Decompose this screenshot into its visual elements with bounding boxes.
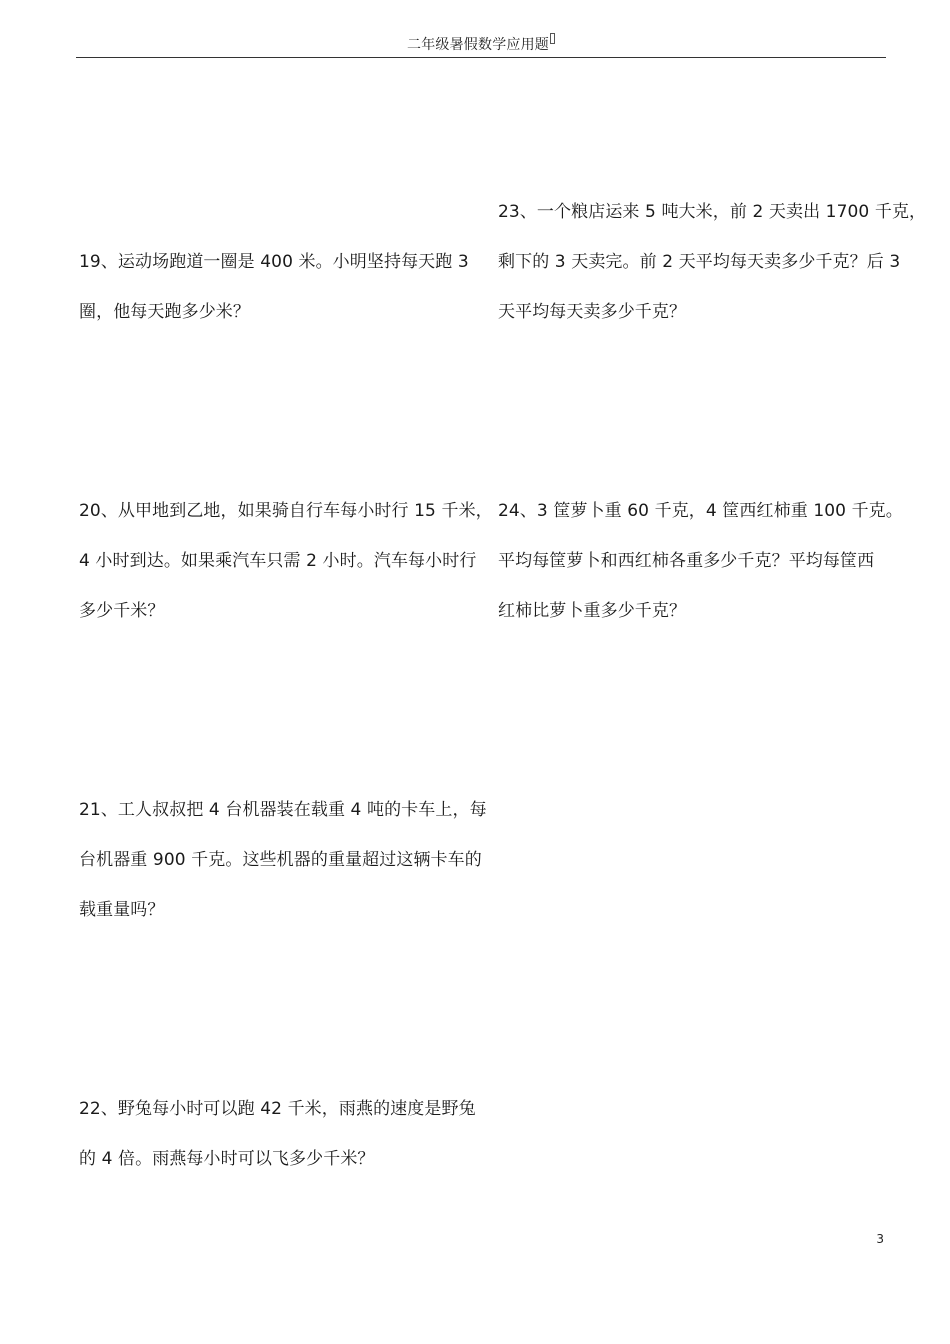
problem-21-line-2: 台机器重 900 千克。这些机器的重量超过这辆卡车的 [79, 850, 482, 870]
problem-21 [79, 785, 487, 935]
page-number: 3 [876, 1232, 884, 1246]
problem-22-line-2: 的 4 倍。雨燕每小时可以飞多少千米？ [79, 1149, 375, 1169]
problem-24-line-1: 24、3 筐萝卜重 60 千克，4 筐西红柿重 100 千克。 [498, 501, 903, 521]
page-header [76, 28, 886, 58]
header-title-row [76, 33, 886, 54]
problem-24-line-3: 红柿比萝卜重多少千克？ [498, 601, 687, 621]
problem-19 [79, 237, 471, 337]
problem-19-line-1: 19、运动场跑道一圈是 400 米。小明坚持每天跑 3 [79, 252, 469, 272]
problem-23-line-3: 天平均每天卖多少千克？ [498, 302, 687, 322]
problem-19-line-2: 圈，他每天跑多少米？ [79, 302, 250, 322]
problem-20-line-1: 20、从甲地到乙地，如果骑自行车每小时行 15 千米， [79, 501, 493, 521]
problem-24 [498, 486, 903, 636]
problem-20-line-2: 4 小时到达。如果乘汽车只需 2 小时。汽车每小时行 [79, 551, 477, 571]
problem-23 [498, 187, 927, 337]
problem-20-line-3: 多少千米？ [79, 601, 165, 621]
problem-23-line-1: 23、一个粮店运来 5 吨大米，前 2 天卖出 1700 千克， [498, 202, 927, 222]
problem-22 [79, 1084, 476, 1184]
problem-21-line-3: 载重量吗？ [79, 900, 165, 920]
problem-24-line-2: 平均每筐萝卜和西红柿各重多少千克？平均每筐西 [498, 551, 875, 571]
problem-22-line-1: 22、野兔每小时可以跑 42 千米，雨燕的速度是野兔 [79, 1099, 476, 1119]
problem-23-line-2: 剩下的 3 天卖完。前 2 天平均每天卖多少千克？后 3 [498, 252, 901, 272]
problem-20 [79, 486, 493, 636]
missing-glyph-icon [550, 33, 555, 44]
problem-21-line-1: 21、工人叔叔把 4 台机器装在载重 4 吨的卡车上，每 [79, 800, 487, 820]
header-title: 二年级暑假数学应用题 [407, 37, 549, 53]
